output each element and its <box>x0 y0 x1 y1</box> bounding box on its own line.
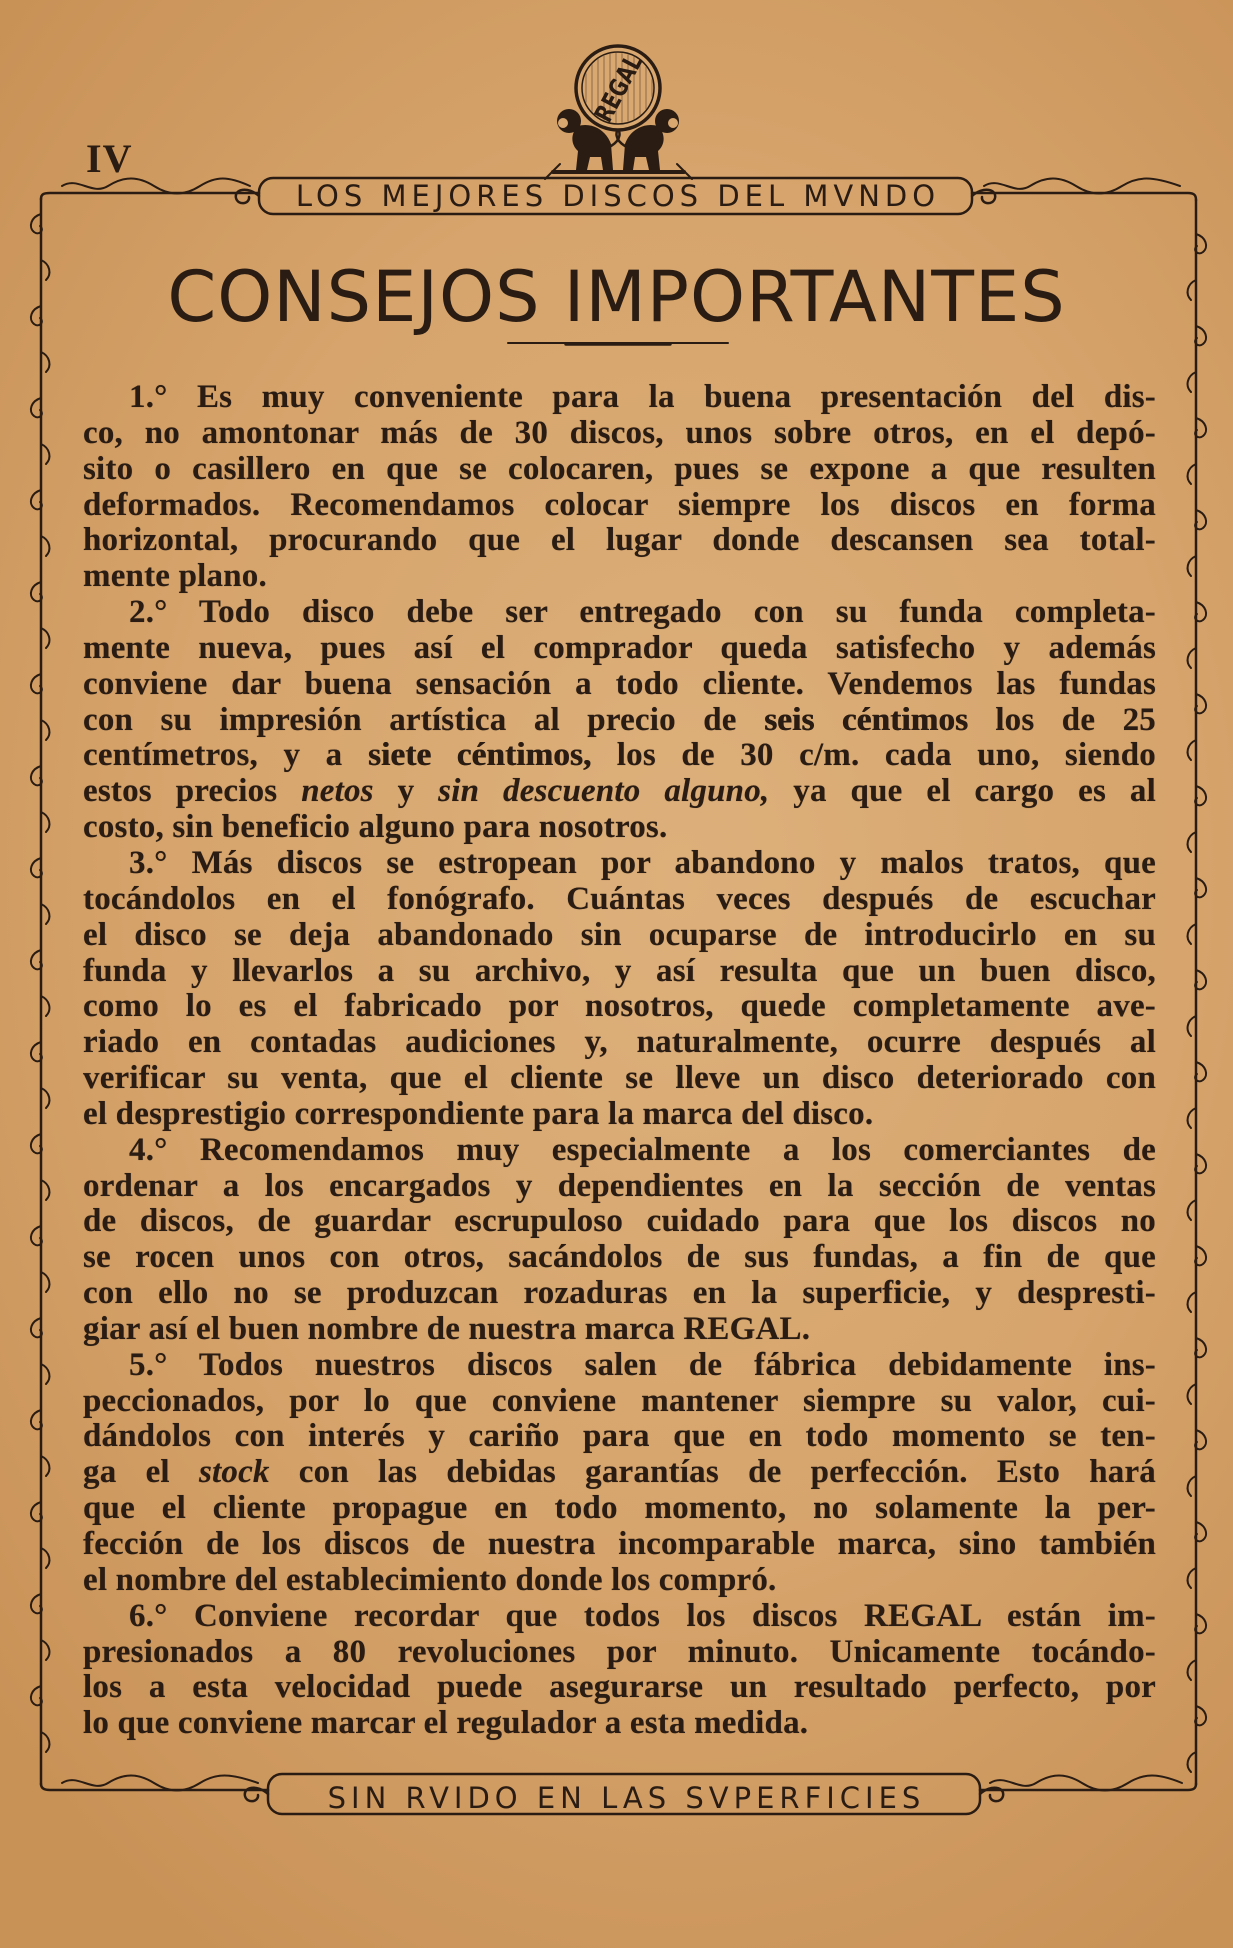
page-title: CONSEJOS IMPORTANTES <box>167 256 1066 338</box>
border-curl-right <box>1188 1200 1196 1220</box>
text-line <box>83 1061 1156 1097</box>
border-curl-left <box>41 812 49 832</box>
text-run: funda y llevarlos a su archivo, y así resulta que un buen disco, <box>83 952 1156 989</box>
text-run: mente nueva, pues así el comprador queda satisfecho y además <box>83 629 1156 666</box>
text-run: lo que conviene marcar el regulador a esta medida. <box>83 1705 809 1742</box>
border-curl-left <box>41 1732 49 1752</box>
paragraph-2 <box>83 595 1156 846</box>
text-run: riado en contadas audiciones y, naturalmente, ocurre después al <box>83 1024 1156 1061</box>
text-run: que el cliente propague en todo momento, no solamente la per- <box>83 1490 1156 1527</box>
text-run: 4.° Recomendamos muy especialmente a los comerciantes de <box>129 1131 1156 1168</box>
top-right-wave-flourish <box>984 179 1180 194</box>
border-curl-left <box>41 1456 49 1476</box>
text-run: ga el <box>83 1454 199 1491</box>
text-run: y <box>373 773 439 810</box>
text-line <box>83 1204 1156 1240</box>
text-run: con ello no se produzcan rozaduras en la superficie, y despresti- <box>83 1275 1156 1312</box>
text-line <box>83 954 1156 990</box>
text-run: peccionados, por lo que conviene mantener siempre su valor, cui- <box>83 1382 1156 1419</box>
text-run: el disco se deja abandonado sin ocuparse de introducirlo en su <box>83 916 1156 953</box>
text-line <box>83 918 1156 954</box>
text-line <box>83 774 1156 810</box>
text-run: 6.° Conviene recordar que todos los discos REGAL están im- <box>129 1597 1156 1634</box>
border-curl-right <box>1188 1752 1196 1772</box>
border-curl-left <box>41 1088 49 1108</box>
text-run: verificar su venta, que el cliente se lleve un disco deteriorado con <box>83 1060 1156 1097</box>
text-run: 1.° Es muy conveniente para la buena presentación del dis- <box>129 379 1156 415</box>
border-curl-right <box>1188 740 1196 760</box>
border-curl-right <box>1188 1384 1196 1404</box>
text-run: co, no amontonar más de 30 discos, unos sobre otros, en el depó- <box>83 414 1156 451</box>
bottom-right-wave-flourish <box>990 1776 1182 1791</box>
lion-body <box>572 125 613 170</box>
text-run: costo, sin beneficio alguno para nosotros. <box>83 809 668 846</box>
text-line <box>83 1169 1156 1205</box>
text-run: conviene dar buena sensación a todo cliente. Vendemos las fundas <box>83 665 1156 702</box>
text-run: se rocen unos con otros, sacándolos de sus fundas, a fin de que <box>83 1239 1156 1276</box>
text-run: fección de los discos de nuestra incomparable marca, sino también <box>83 1526 1156 1562</box>
text-line <box>83 882 1156 918</box>
italic-text: sin descuento alguno, <box>438 773 770 810</box>
text-line <box>83 989 1156 1025</box>
border-curl-right <box>1188 1292 1196 1312</box>
text-line <box>83 1312 1156 1348</box>
text-run: 2.° Todo disco debe ser entregado con su funda completa- <box>129 594 1156 631</box>
page-number: IV <box>86 136 133 181</box>
text-line <box>83 738 1156 774</box>
border-curl-left <box>41 1640 49 1660</box>
border-curl-right <box>1188 648 1196 668</box>
frame-top-right-line <box>972 193 1196 200</box>
text-line <box>83 1276 1156 1312</box>
border-curl-right <box>1188 924 1196 944</box>
border-curl-right <box>1188 556 1196 576</box>
border-curl-right <box>1188 464 1196 484</box>
border-curl-left <box>41 1548 49 1568</box>
border-curl-left <box>41 352 49 372</box>
text-line <box>83 1097 1156 1133</box>
paragraph-1 <box>83 380 1156 595</box>
bottom-banner-motto: SIN RVIDO EN LAS SVPERFICIES <box>327 1781 926 1815</box>
text-run: estos precios <box>83 773 302 810</box>
text-run: los de 25 <box>967 701 1156 738</box>
text-run: con las debidas garantías de perfección. Esto hará <box>269 1454 1156 1491</box>
text-line <box>83 523 1156 559</box>
text-line <box>83 1384 1156 1420</box>
paragraph-6 <box>83 1599 1156 1742</box>
text-run: centímetros, y a <box>83 737 368 774</box>
text-line <box>83 846 1156 882</box>
text-line <box>83 703 1156 739</box>
text-run: los de 30 c/m. cada uno, siendo <box>591 737 1156 774</box>
text-line <box>83 452 1156 488</box>
italic-text: stock <box>198 1454 270 1491</box>
title-underline <box>508 343 728 344</box>
border-curl-left <box>41 444 49 464</box>
text-line <box>83 1491 1156 1527</box>
text-run: el desprestigio correspondiente para la marca del disco. <box>83 1095 874 1132</box>
border-curl-left <box>41 628 49 648</box>
lion-body <box>623 125 664 170</box>
italic-text: netos <box>301 773 374 810</box>
logo-wordmark: REGAL <box>588 31 658 127</box>
regal-logo <box>545 31 692 179</box>
border-curl-left <box>41 996 49 1016</box>
border-curl-right <box>1188 1476 1196 1496</box>
text-line <box>83 559 1156 595</box>
text-run: mente plano. <box>83 558 267 595</box>
text-line <box>83 595 1156 631</box>
text-run: con su impresión artística al precio de <box>83 701 765 738</box>
text-line <box>83 1419 1156 1455</box>
border-curl-left <box>41 904 49 924</box>
text-line <box>83 488 1156 524</box>
text-run: el nombre del establecimiento donde los compró. <box>83 1561 777 1598</box>
text-line <box>83 1240 1156 1276</box>
border-curl-left <box>41 1272 49 1292</box>
text-run: los a esta velocidad puede asegurarse un resultado perfecto, por <box>83 1669 1156 1706</box>
border-curl-left <box>41 1180 49 1200</box>
bottom-left-wave-flourish <box>62 1776 258 1791</box>
text-line <box>83 1025 1156 1061</box>
border-curl-right <box>1188 832 1196 852</box>
paragraph-4 <box>83 1133 1156 1348</box>
paragraph-3 <box>83 846 1156 1133</box>
text-run: dándolos con interés y cariño para que en todo momento se ten- <box>83 1418 1156 1455</box>
text-run: horizontal, procurando que el lugar donde descansen sea total- <box>83 522 1156 559</box>
text-run: 5.° Todos nuestros discos salen de fábrica debidamente ins- <box>129 1346 1156 1383</box>
text-line <box>83 1133 1156 1169</box>
text-run: tocándolos en el fonógrafo. Cuántas veces después de escuchar <box>83 880 1156 917</box>
text-line <box>83 1706 1156 1742</box>
text-line <box>83 380 1156 416</box>
text-run: ya que el cargo es al <box>769 773 1156 810</box>
border-curl-left <box>41 720 49 740</box>
text-line <box>83 1599 1156 1635</box>
text-run: como lo es el fabricado por nosotros, quede completamente ave- <box>83 988 1156 1025</box>
border-curl-left <box>41 1364 49 1384</box>
lion-face <box>558 118 568 128</box>
text-run: 3.° Más discos se estropean por abandono y malos tratos, que <box>129 844 1156 881</box>
body-text <box>83 380 1156 1742</box>
lion-face <box>668 118 678 128</box>
text-line <box>83 631 1156 667</box>
border-curl-right <box>1188 1660 1196 1680</box>
frame-top-left-line <box>41 193 259 199</box>
text-run: deformados. Recomendamos colocar siempre los discos en forma <box>83 486 1156 523</box>
border-curl-right <box>1188 1016 1196 1036</box>
text-line <box>83 1563 1156 1599</box>
text-run: giar así el buen nombre de nuestra marca REGAL. <box>83 1310 811 1347</box>
text-line <box>83 667 1156 703</box>
text-run: ordenar a los encargados y dependientes en la sección de ventas <box>83 1167 1156 1204</box>
text-line <box>83 810 1156 846</box>
text-line <box>83 1455 1156 1491</box>
bold-text: seis céntimos <box>764 701 968 738</box>
border-curl-left <box>41 536 49 556</box>
bold-text: siete céntimos, <box>367 737 592 774</box>
text-line <box>83 1670 1156 1706</box>
text-line <box>83 1348 1156 1384</box>
border-curl-right <box>1188 1108 1196 1128</box>
text-run: sito o casillero en que se colocaren, pues se expone a que resulten <box>83 450 1156 487</box>
text-line <box>83 416 1156 452</box>
text-line <box>83 1527 1156 1563</box>
frame-bottom-left-line <box>41 1784 268 1790</box>
top-banner-motto: LOS MEJORES DISCOS DEL MVNDO <box>295 179 941 213</box>
border-curl-right <box>1188 372 1196 392</box>
text-run: presionados a 80 revoluciones por minuto. Unicamente tocándo- <box>83 1633 1156 1670</box>
paragraph-5 <box>83 1348 1156 1599</box>
text-run: de discos, de guardar escrupuloso cuidado para que los discos no <box>83 1203 1156 1240</box>
text-line <box>83 1635 1156 1671</box>
border-curl-right <box>1188 1568 1196 1588</box>
